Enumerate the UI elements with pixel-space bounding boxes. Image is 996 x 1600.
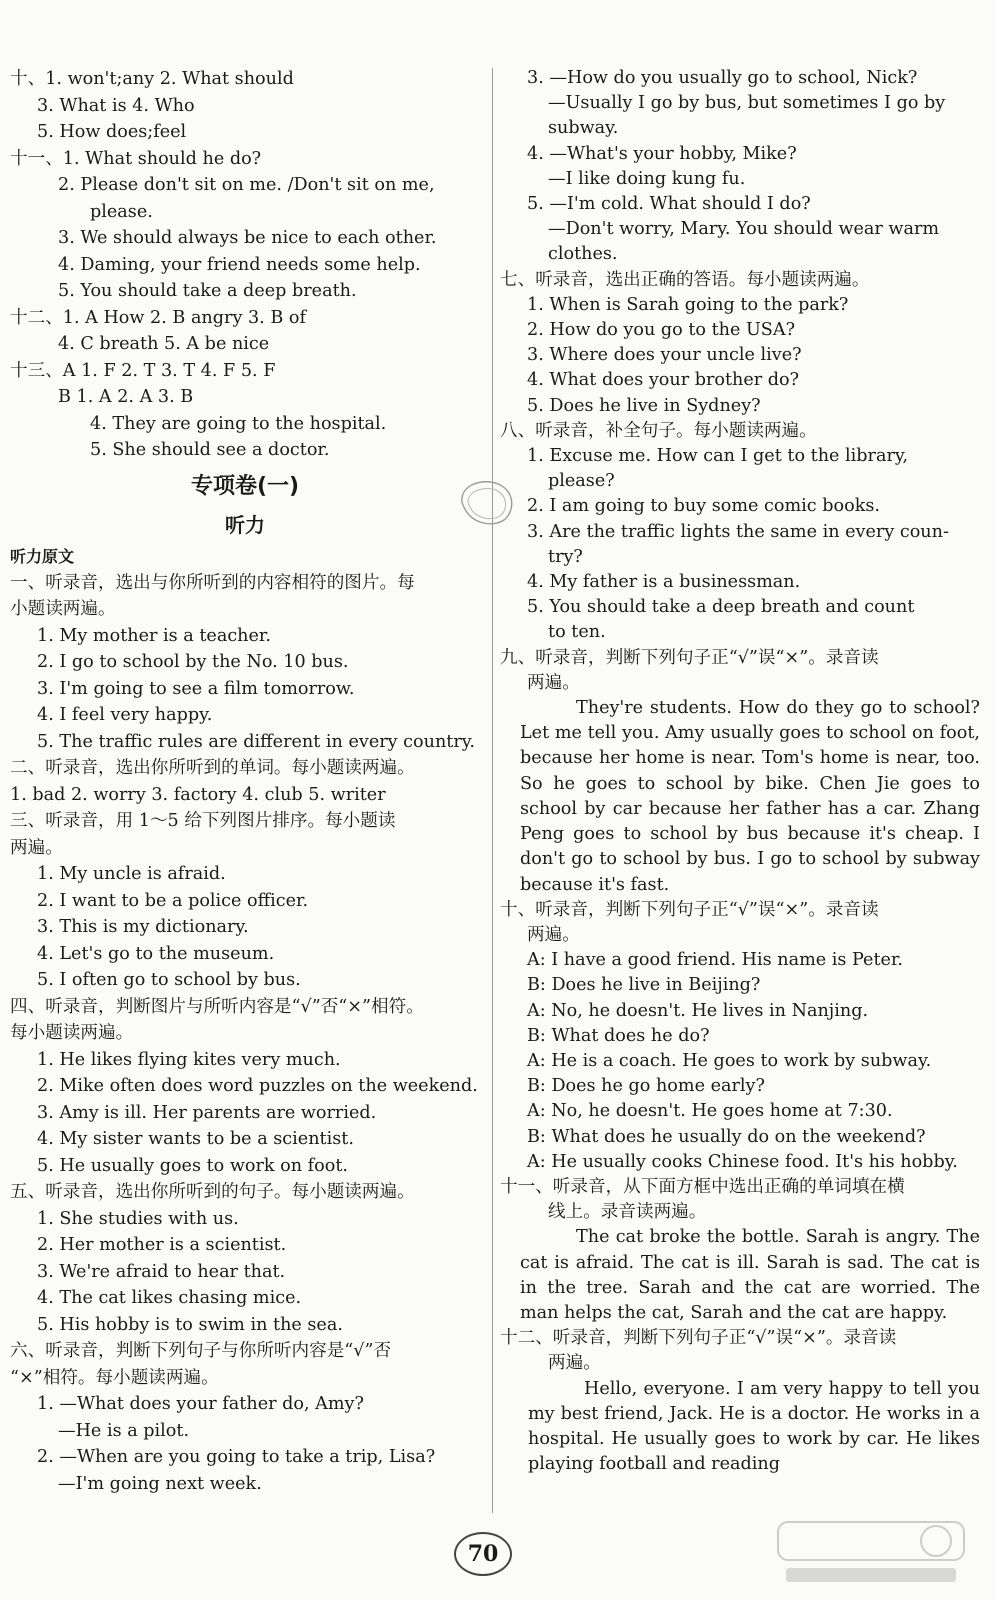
- text-line: 4. What does your brother do?: [527, 370, 800, 391]
- text-line: 5. She should see a doctor.: [90, 440, 330, 460]
- text-line: 九、听录音，判断下列句子正“√”误“×”。录音读: [500, 647, 879, 668]
- text-line: 1. When is Sarah going to the park?: [527, 294, 849, 315]
- text-line: please.: [90, 201, 153, 222]
- text-line: 3. —How do you usually go to school, Nick?: [527, 68, 918, 88]
- passage-paragraph: The cat broke the bottle. Sarah is angry. The cat is afraid. The cat is ill. Sarah is sad. The cat is in the tree. Sarah and the cat are worried. The man helps the cat, Sarah and the cat are happy.: [520, 1227, 980, 1323]
- text-line: 3. What is 4. Who: [37, 95, 195, 116]
- text-line: 五、听录音，选出你所听到的句子。每小题读两遍。: [10, 1182, 415, 1202]
- text-line: 十一、1. What should he do?: [10, 148, 262, 169]
- text-line: please?: [548, 471, 615, 492]
- text-line: 4. —What's your hobby, Mike?: [527, 143, 797, 164]
- text-line: 三、听录音，用 1～5 给下列图片排序。每小题读: [10, 811, 396, 831]
- text-line: 1. She studies with us.: [37, 1208, 239, 1229]
- text-line: 两遍。: [10, 837, 63, 858]
- text-line: 3. This is my dictionary.: [37, 917, 249, 937]
- text-line: 两遍。: [527, 924, 580, 945]
- column-divider: [492, 68, 493, 1513]
- text-line: 十三、A 1. F 2. T 3. T 4. F 5. F: [10, 360, 276, 381]
- text-line: 十二、听录音，判断下列句子正“√”误“×”。录音读: [500, 1328, 897, 1349]
- text-line: 4. My father is a businessman.: [527, 572, 801, 593]
- text-line: clothes.: [548, 244, 618, 265]
- text-line: —I'm going next week.: [58, 1473, 262, 1494]
- text-line: 1. My mother is a teacher.: [37, 625, 271, 646]
- text-line: subway.: [548, 118, 619, 139]
- text-line: 1. He likes flying kites very much.: [37, 1049, 341, 1070]
- page-number: [454, 1532, 512, 1576]
- text-line: —He is a pilot.: [58, 1420, 190, 1441]
- text-line: B: Does he go home early?: [527, 1076, 765, 1097]
- text-line: 一、听录音，选出与你所听到的内容相符的图片。每: [10, 572, 415, 593]
- text-line: B: Does he live in Beijing?: [527, 975, 761, 996]
- text-line: 5. I often go to school by bus.: [37, 970, 301, 990]
- text-line: 十、听录音，判断下列句子正“√”误“×”。录音读: [500, 899, 879, 920]
- text-line: 4. The cat likes chasing mice.: [37, 1288, 302, 1308]
- text-line: B: What does he do?: [527, 1025, 710, 1046]
- stamp-mark: [454, 476, 518, 528]
- text-line: B 1. A 2. A 3. B: [58, 387, 194, 407]
- text-line: 5. You should take a deep breath and count: [527, 597, 915, 618]
- text-line: 1. Excuse me. How can I get to the library,: [527, 446, 909, 467]
- text-line: 线上。录音读两遍。: [548, 1202, 707, 1223]
- text-line: 二、听录音，选出你所听到的单词。每小题读两遍。: [10, 758, 415, 778]
- text-line: 小题读两遍。: [10, 599, 116, 619]
- text-line: 4. I feel very happy.: [37, 705, 213, 725]
- text-line: 十二、1. A How 2. B angry 3. B of: [10, 307, 306, 328]
- text-line: 六、听录音，判断下列句子与你所听内容是“√”否: [10, 1341, 392, 1361]
- text-line: 2. I am going to buy some comic books.: [527, 496, 880, 517]
- passage-paragraph: They're students. How do they go to school? Let me tell you. Amy usually goes to school on foot, because her home is near. Tom's home is near, too. So he goes to school by bike. Chen Jie goes to school by car because her father has a car. Zhang Peng goes to school by bus because it's cheap. I don't go to school by bus. I go to school by subway because it's fast.: [520, 698, 980, 895]
- text-line: 1. —What does your father do, Amy?: [37, 1394, 364, 1414]
- text-line: 4. C breath 5. A be nice: [58, 334, 270, 354]
- text-line: A: No, he doesn't. He goes home at 7:30.: [527, 1101, 893, 1122]
- text-line: 5. The traffic rules are different in every country.: [37, 731, 475, 752]
- left-column: [10, 66, 480, 1497]
- section-subtitle: 听力: [225, 512, 265, 537]
- text-line: 十一、听录音，从下面方框中选出正确的单词填在横: [500, 1176, 905, 1197]
- text-line: 2. Her mother is a scientist.: [37, 1235, 287, 1255]
- text-line: 4. Daming, your friend needs some help.: [58, 254, 421, 275]
- text-line: A: No, he doesn't. He lives in Nanjing.: [527, 1000, 869, 1021]
- text-line: 2. Please don't sit on me. /Don't sit on me,: [58, 175, 435, 195]
- text-line: 1. bad 2. worry 3. factory 4. club 5. writer: [10, 784, 386, 805]
- text-line: 3. Amy is ill. Her parents are worried.: [37, 1102, 377, 1123]
- text-line: 5. Does he live in Sydney?: [527, 395, 761, 416]
- text-line: 两遍。: [548, 1353, 601, 1374]
- text-line: 2. How do you go to the USA?: [527, 320, 795, 341]
- watermark-logo: [776, 1518, 966, 1588]
- text-line: 4. They are going to the hospital.: [90, 413, 387, 434]
- text-line: “×”相符。每小题读两遍。: [10, 1367, 219, 1388]
- text-line: 5. You should take a deep breath.: [58, 281, 357, 301]
- text-line: A: He is a coach. He goes to work by subway.: [527, 1050, 932, 1071]
- text-line: try?: [548, 546, 583, 567]
- text-line: 每小题读两遍。: [10, 1023, 134, 1043]
- text-line: 4. Let's go to the museum.: [37, 943, 275, 964]
- text-line: 5. He usually goes to work on foot.: [37, 1155, 349, 1176]
- text-line: 5. —I'm cold. What should I do?: [527, 194, 811, 215]
- text-line: 2. I want to be a police officer.: [37, 890, 309, 911]
- text-line: —Usually I go by bus, but sometimes I go by: [548, 93, 946, 114]
- text-line: 3. I'm going to see a film tomorrow.: [37, 678, 355, 699]
- text-line: 1. My uncle is afraid.: [37, 864, 226, 884]
- text-line: B: What does he usually do on the weekend?: [527, 1126, 926, 1147]
- section-title: 专项卷(一): [190, 473, 300, 499]
- text-line: 八、听录音，补全句子。每小题读两遍。: [500, 420, 817, 441]
- page-number-text: 70: [467, 1541, 499, 1567]
- text-line: 2. —When are you going to take a trip, Lisa?: [37, 1447, 436, 1467]
- text-line: 2. I go to school by the No. 10 bus.: [37, 652, 349, 672]
- text-line: A: I have a good friend. His name is Peter.: [527, 950, 904, 971]
- text-line: 两遍。: [527, 672, 580, 693]
- text-line: 十、1. won't;any 2. What should: [10, 69, 294, 89]
- right-column: [500, 66, 980, 1477]
- text-line: 3. Where does your uncle live?: [527, 345, 802, 366]
- text-line: 5. How does;feel: [37, 122, 187, 142]
- text-line: —Don't worry, Mary. You should wear warm: [548, 219, 940, 240]
- text-line: —I like doing kung fu.: [548, 168, 746, 189]
- text-line: 3. We're afraid to hear that.: [37, 1261, 286, 1282]
- text-line: 5. His hobby is to swim in the sea.: [37, 1314, 343, 1335]
- text-line: 七、听录音，选出正确的答语。每小题读两遍。: [500, 269, 870, 290]
- text-line: 3. We should always be nice to each other.: [58, 228, 437, 248]
- section-label: 听力原文: [10, 546, 75, 566]
- passage-paragraph: Hello, everyone. I am very happy to tell you my best friend, Jack. He is a doctor. He works in a hospital. He usually goes to work by car. He likes playing football and reading: [528, 1378, 980, 1475]
- text-line: A: He usually cooks Chinese food. It's his hobby.: [527, 1151, 958, 1172]
- text-line: 四、听录音，判断图片与所听内容是“√”否“×”相符。: [10, 996, 424, 1017]
- text-line: 3. Are the traffic lights the same in every coun-: [527, 521, 949, 542]
- text-line: 4. My sister wants to be a scientist.: [37, 1129, 354, 1149]
- text-line: to ten.: [548, 622, 606, 643]
- text-line: 2. Mike often does word puzzles on the weekend.: [37, 1076, 478, 1096]
